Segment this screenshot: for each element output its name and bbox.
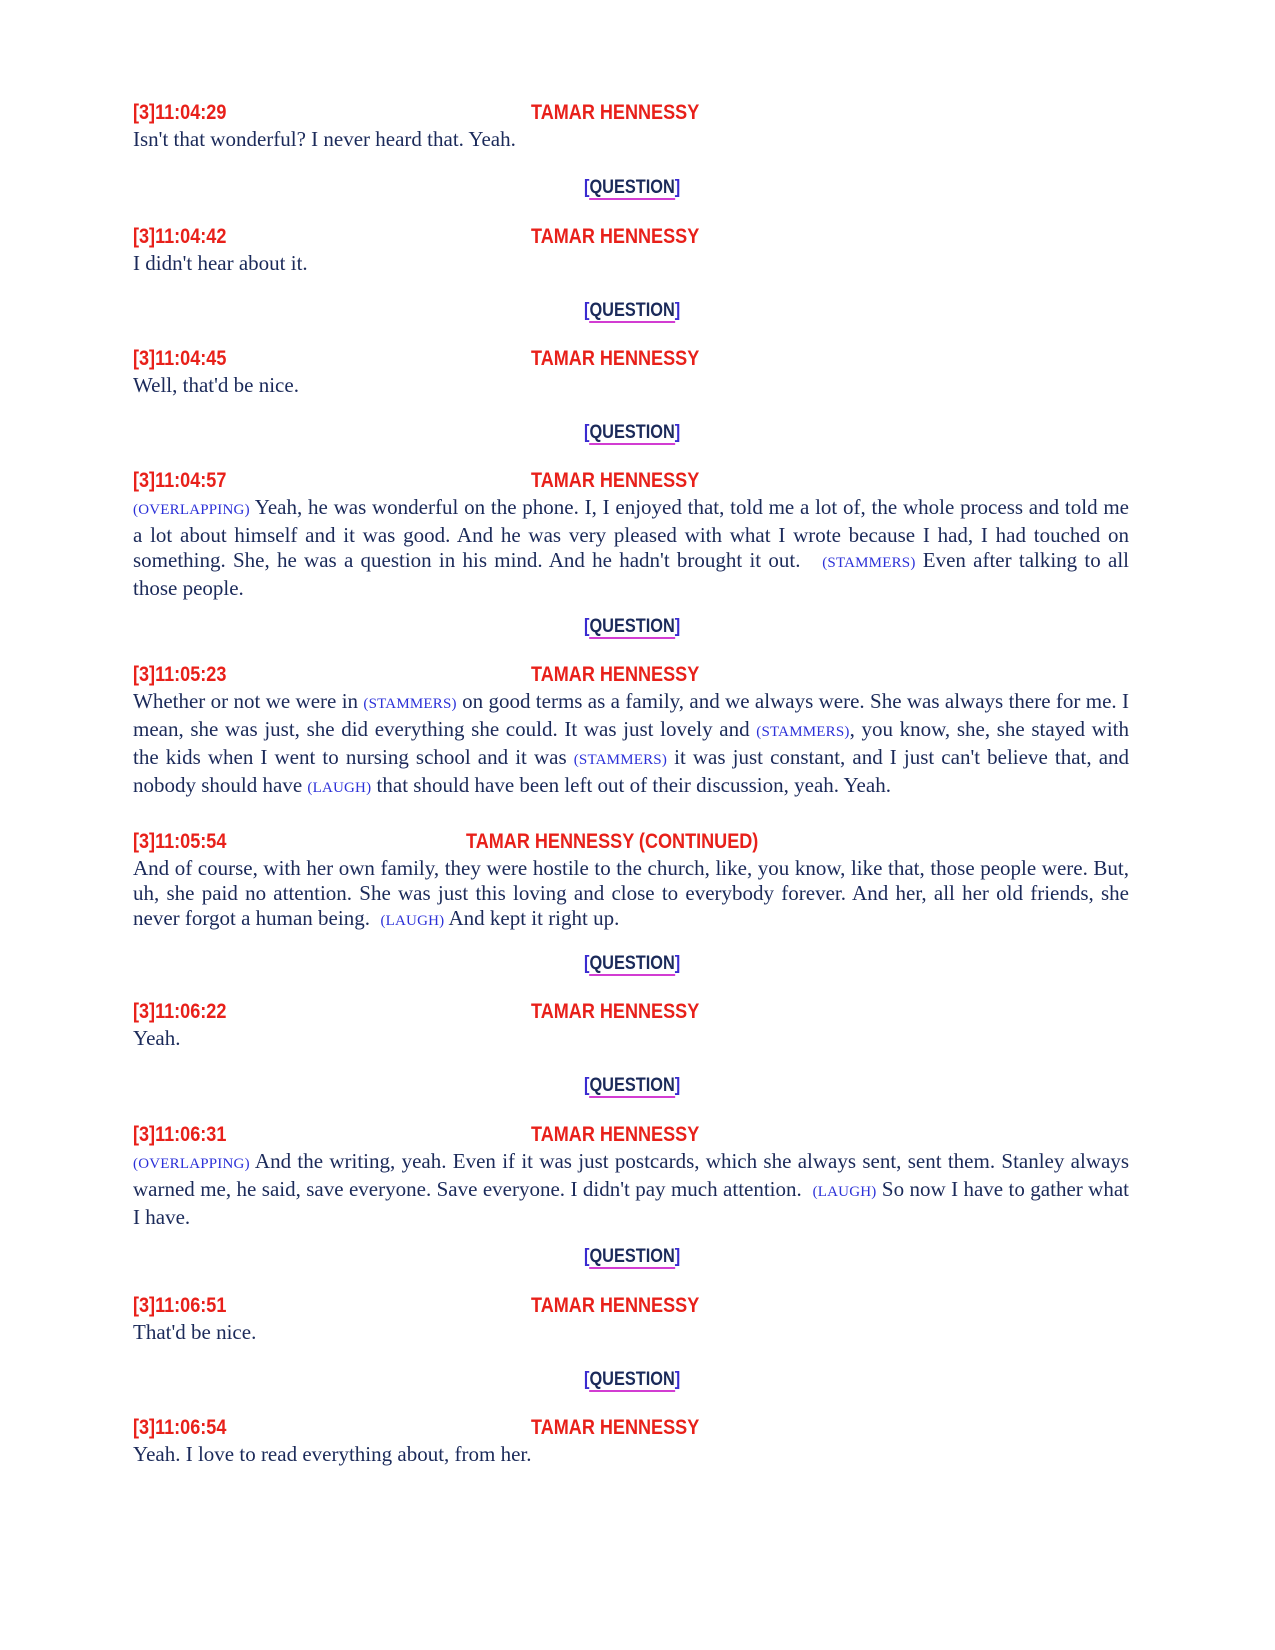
stage-direction: (LAUGH): [307, 780, 372, 796]
transcript-entry: [133, 1123, 1129, 1230]
transcript-entry: [133, 101, 1129, 152]
question-marker: [QUESTION]: [584, 1246, 681, 1267]
dialogue-text: Yeah. I love to read everything about, from her.: [133, 1442, 532, 1466]
transcript-entry: [133, 225, 1129, 276]
transcript-entry: [133, 1416, 1129, 1467]
timecode: [3]11:05:23: [133, 663, 227, 686]
transcript-entry: [133, 469, 1129, 601]
speaker-name: TAMAR HENNESSY: [531, 101, 700, 124]
question-marker: [QUESTION]: [584, 953, 681, 974]
stage-direction: (STAMMERS): [756, 724, 850, 740]
question-marker: [QUESTION]: [584, 1369, 681, 1390]
stage-direction: (STAMMERS): [573, 752, 668, 768]
speaker-name: TAMAR HENNESSY: [531, 1123, 700, 1146]
dialogue-text: Whether or not we were in (STAMMERS) on good terms as a family, and we always were. She was always there for me. I mean, she was just, she did everything she could. It was just lovely and (STAMMERS), you know, she, she stayed with the kids when I went to nursing school and it was (STAMMERS) it was just constant, and I just can't believe that, and nobody should have (LAUGH) that should have been left out of their discussion, yeah. Yeah.: [133, 689, 1130, 797]
question-marker: [QUESTION]: [584, 300, 681, 321]
timecode: [3]11:04:29: [133, 101, 227, 124]
dialogue-text: Isn't that wonderful? I never heard that. Yeah.: [133, 127, 516, 151]
dialogue-text: And of course, with her own family, they were hostile to the church, like, you know, like that, those people were. But, uh, she paid no attention. She was just this loving and close to everybody forever. And her, all her old friends, she never forgot a human being. (LAUGH) And kept it right up.: [133, 856, 1129, 930]
speaker-name: TAMAR HENNESSY: [531, 469, 700, 492]
question-label: QUESTION: [589, 1369, 675, 1390]
timecode: [3]11:05:54: [133, 830, 227, 853]
question-label: QUESTION: [589, 953, 675, 974]
transcript-entry: [133, 1294, 1129, 1345]
question-label: QUESTION: [589, 177, 675, 198]
question-marker: [QUESTION]: [584, 422, 681, 443]
speaker-name: TAMAR HENNESSY: [531, 1000, 700, 1023]
speaker-name: TAMAR HENNESSY: [531, 663, 700, 686]
timecode: [3]11:04:42: [133, 225, 227, 248]
timecode: [3]11:06:22: [133, 1000, 227, 1023]
speaker-name: TAMAR HENNESSY (CONTINUED): [466, 830, 759, 853]
question-label: QUESTION: [589, 1075, 675, 1096]
stage-direction: (OVERLAPPING): [133, 1156, 250, 1172]
question-label: QUESTION: [589, 616, 675, 637]
question-label: QUESTION: [589, 1246, 675, 1267]
question-label: QUESTION: [589, 300, 675, 321]
dialogue-text: That'd be nice.: [133, 1320, 257, 1344]
transcript-entry: [133, 663, 1129, 801]
stage-direction: (STAMMERS): [822, 555, 916, 571]
transcript-entry: [133, 1000, 1129, 1051]
timecode: [3]11:06:31: [133, 1123, 227, 1146]
stage-direction: (LAUGH): [380, 913, 445, 929]
speaker-name: TAMAR HENNESSY: [531, 347, 700, 370]
speaker-name: TAMAR HENNESSY: [531, 1294, 700, 1317]
stage-direction: (LAUGH): [812, 1184, 877, 1200]
timecode: [3]11:06:54: [133, 1416, 227, 1439]
transcript-entry: [133, 830, 1129, 934]
question-marker: [QUESTION]: [584, 1075, 681, 1096]
dialogue-text: Well, that'd be nice.: [133, 373, 299, 397]
dialogue-text: I didn't hear about it.: [133, 251, 308, 275]
timecode: [3]11:06:51: [133, 1294, 227, 1317]
question-marker: [QUESTION]: [584, 616, 681, 637]
stage-direction: (STAMMERS): [363, 696, 457, 712]
speaker-name: TAMAR HENNESSY: [531, 1416, 700, 1439]
question-label: QUESTION: [589, 422, 675, 443]
stage-direction: (OVERLAPPING): [133, 502, 250, 518]
dialogue-text: (OVERLAPPING) Yeah, he was wonderful on the phone. I, I enjoyed that, told me a lot of, the whole process and told me a lot about himself and it was good. And he was very pleased with what I wrote because I had, I had touched on something. She, he was a question in his mind. And he hadn't brought it out. (STAMMERS) Even after talking to all those people.: [133, 495, 1129, 600]
speaker-name: TAMAR HENNESSY: [531, 225, 700, 248]
dialogue-text: Yeah.: [133, 1026, 181, 1050]
timecode: [3]11:04:45: [133, 347, 227, 370]
question-marker: [QUESTION]: [584, 177, 681, 198]
transcript-entry: [133, 347, 1129, 398]
timecode: [3]11:04:57: [133, 469, 227, 492]
dialogue-text: (OVERLAPPING) And the writing, yeah. Even if it was just postcards, which she always sent, sent them. Stanley always warned me, he said, save everyone. Save everyone. I didn't pay much attention. (LAUGH) So now I have to gather what I have.: [133, 1149, 1129, 1229]
